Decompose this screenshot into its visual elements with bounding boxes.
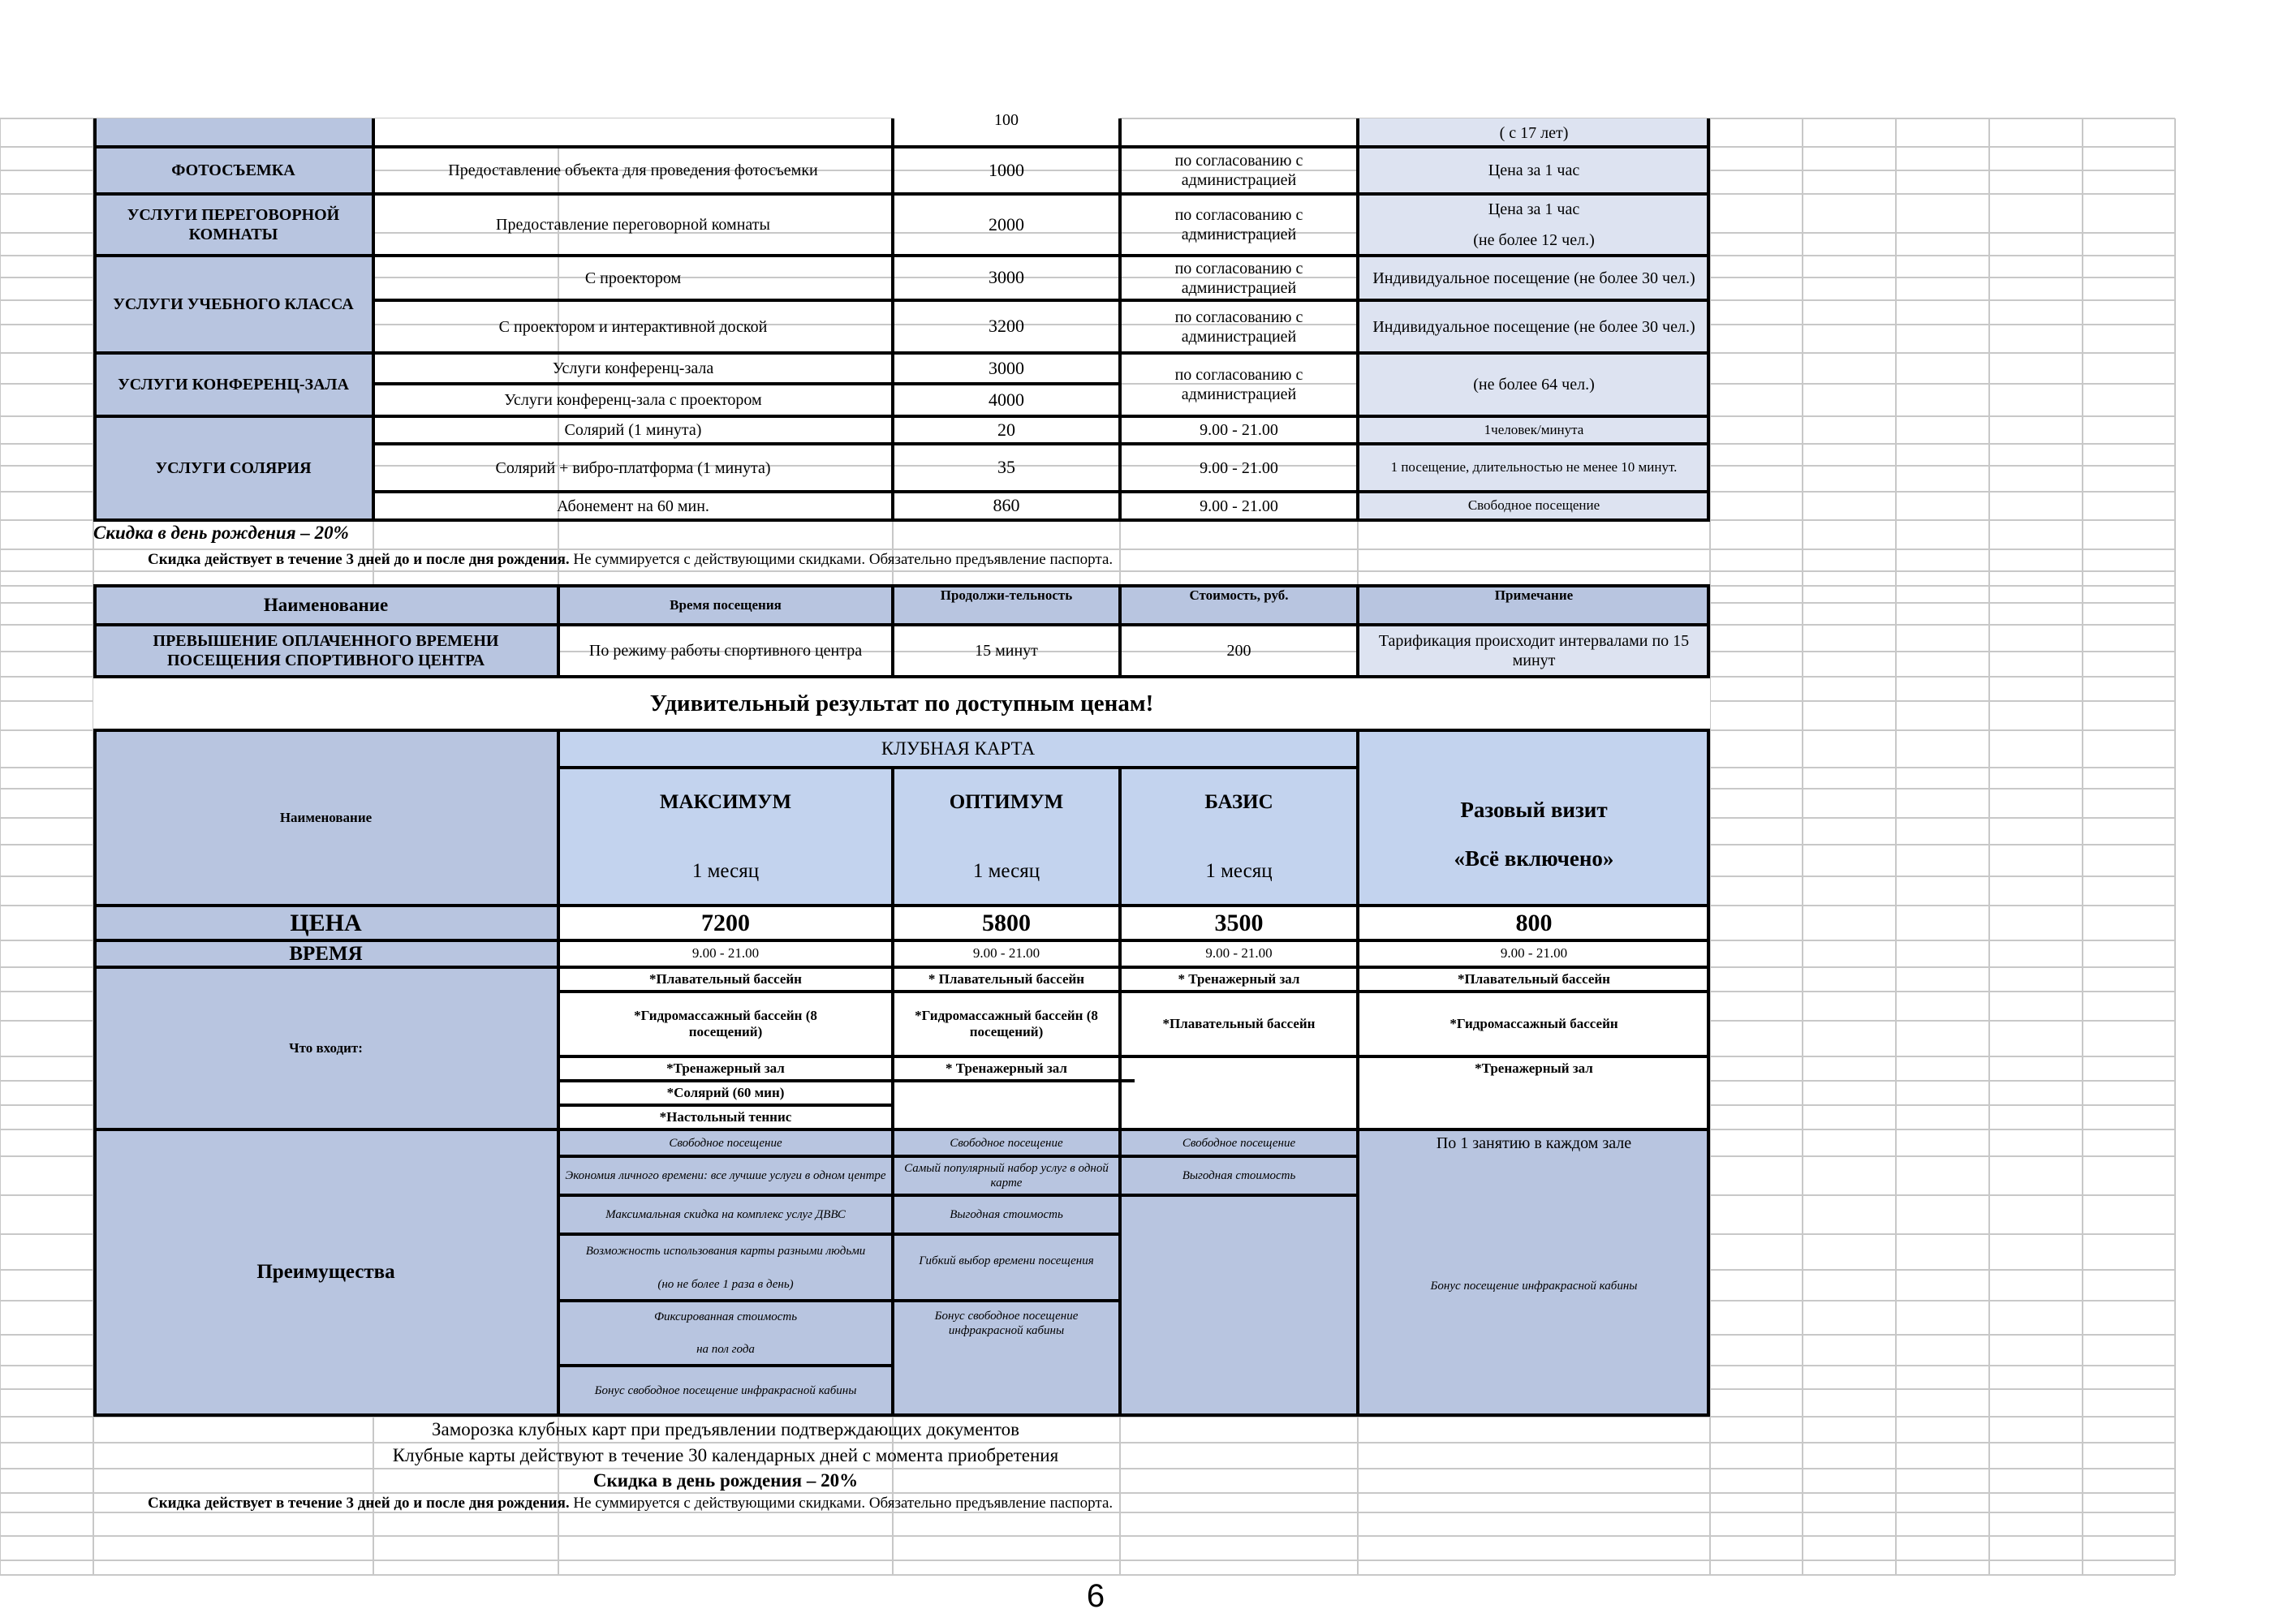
price-label: ЦЕНА	[93, 906, 558, 940]
solarium-row1-note: 1человек/минута	[1358, 416, 1710, 444]
conference-note: (не более 64 чел.)	[1358, 353, 1710, 416]
classroom-row1-desc: С проектором	[584, 269, 682, 287]
plan-basis-price: 3500	[1120, 906, 1358, 940]
classroom-row2-price: 3200	[989, 316, 1024, 337]
adv-opt-4: Гибкий выбор времени посещения	[893, 1234, 1120, 1301]
meeting-note-line2: (не более 12 чел.)	[1473, 231, 1595, 249]
classroom-row1-time: по согласованию с администрацией	[1174, 259, 1303, 297]
birthday-discount-rest-2: Не суммируется с действующими скидками. Обязательно предъявление паспорта.	[569, 1495, 1114, 1512]
include-opt-empty	[893, 1081, 1120, 1129]
plan-single-header	[1358, 730, 1710, 906]
adv-single-1: По 1 занятию в каждом зале	[1358, 1129, 1710, 1156]
adv-single-2: Бонус посещение инфракрасной кабины	[1358, 1156, 1710, 1415]
plan-single-name: Разовый визит	[1460, 797, 1608, 822]
validity-note: Клубные карты действуют в течение 30 календарных дней с момента приобретения	[392, 1445, 1059, 1466]
overtime-header-note: Примечание	[1358, 586, 1710, 625]
plan-opt-time: 9.00 - 21.00	[893, 940, 1120, 967]
photo-service-desc: Предоставление объекта для проведения фотосъемки	[448, 161, 818, 179]
classroom-row2-time: по согласованию с администрацией	[1174, 308, 1303, 346]
adv-max-2: Экономия личного времени: все лучшие услуги в одном центре	[558, 1156, 893, 1195]
adv-opt-3: Выгодная стоимость	[893, 1195, 1120, 1234]
classroom-row1-note: Индивидуальное посещение (не более 30 чел.)	[1358, 256, 1710, 300]
overtime-header-duration: Продолжи-тельность	[893, 586, 1120, 625]
solarium-row2-note: 1 посещение, длительностью не менее 10 минут.	[1358, 444, 1710, 492]
plan-opt-header	[893, 768, 1120, 906]
adv-opt-5: Бонус свободное посещение инфракрасной кабины	[893, 1301, 1120, 1415]
meeting-service-name: УСЛУГИ ПЕРЕГОВОРНОЙ КОМНАТЫ	[93, 194, 373, 256]
include-opt-3: * Тренажерный зал	[893, 1056, 1120, 1081]
photo-service-note: Цена за 1 час	[1358, 147, 1710, 194]
plan-single-price: 800	[1358, 906, 1710, 940]
solarium-row2-desc: Солярий + вибро-платформа (1 минута)	[495, 458, 771, 477]
plan-basis-name: БАЗИС	[1204, 790, 1273, 813]
birthday-discount-bold: Скидка действует в течение 3 дней до и после дня рождения.	[148, 551, 570, 568]
plan-max-name: МАКСИМУМ	[659, 790, 792, 813]
club-card-header: КЛУБНАЯ КАРТА	[558, 730, 1358, 768]
include-basis-2: *Плавательный бассейн	[1120, 992, 1358, 1056]
adv-basis-2: Выгодная стоимость	[1120, 1156, 1358, 1195]
conference-row1-price: 3000	[989, 357, 1024, 378]
conference-row2-price: 4000	[989, 389, 1024, 410]
classroom-row1-price: 3000	[989, 267, 1024, 288]
classroom-service-name: УСЛУГИ УЧЕБНОГО КЛАССА	[93, 256, 373, 353]
conference-row1-desc: Услуги конференц-зала	[552, 359, 714, 377]
adv-max-6: Бонус свободное посещение инфракрасной кабины	[558, 1366, 893, 1415]
top-desc-cell	[373, 118, 893, 147]
include-basis-1: * Тренажерный зал	[1120, 967, 1358, 992]
advantages-label: Преимущества	[93, 1129, 558, 1415]
slogan: Удивительный результат по доступным ценам!	[93, 678, 1710, 729]
time-label: ВРЕМЯ	[93, 940, 558, 967]
plan-basis-header	[1120, 768, 1358, 906]
include-basis-empty	[1120, 1056, 1358, 1129]
photo-service-time: по согласованию с администрацией	[1174, 152, 1303, 189]
solarium-row2-price: 35	[997, 457, 1015, 478]
adv-max-5	[558, 1301, 893, 1366]
birthday-discount-title-2: Скидка в день рождения – 20%	[592, 1470, 859, 1491]
plan-opt-price: 5800	[893, 906, 1120, 940]
include-max-1: *Плавательный бассейн	[558, 967, 893, 992]
meeting-service-time: по согласованию с администрацией	[1174, 206, 1303, 243]
plan-basis-time: 9.00 - 21.00	[1120, 940, 1358, 967]
overtime-header-cost: Стоимость, руб.	[1120, 586, 1358, 625]
classroom-row2-desc: С проектором и интерактивной доской	[498, 317, 768, 336]
plan-basis-period: 1 месяц	[1205, 859, 1273, 882]
adv-max-4	[558, 1234, 893, 1301]
page-number: 6	[1086, 1578, 1105, 1614]
include-max-3: *Тренажерный зал	[558, 1056, 893, 1081]
adv-max-5-line1: Фиксированная стоимость	[653, 1310, 798, 1323]
plan-opt-period: 1 месяц	[972, 859, 1040, 882]
solarium-service-name: УСЛУГИ СОЛЯРИЯ	[93, 416, 373, 520]
include-single-2: *Гидромассажный бассейн	[1358, 992, 1710, 1056]
includes-label: Что входит:	[93, 967, 558, 1129]
freeze-note: Заморозка клубных карт при предъявлении подтверждающих документов	[432, 1419, 1019, 1440]
solarium-row3-note: Свободное посещение	[1358, 492, 1710, 520]
adv-max-1: Свободное посещение	[558, 1129, 893, 1156]
include-single-3: *Тренажерный зал	[1358, 1056, 1710, 1081]
solarium-row2-time: 9.00 - 21.00	[1200, 458, 1278, 477]
plan-max-time: 9.00 - 21.00	[558, 940, 893, 967]
overtime-row-cost: 200	[1226, 642, 1251, 660]
meeting-service-desc: Предоставление переговорной комнаты	[496, 216, 770, 234]
solarium-row1-desc: Солярий (1 минута)	[564, 421, 702, 439]
include-max-4: *Солярий (60 мин)	[558, 1081, 893, 1105]
include-opt-2: *Гидромассажный бассейн (8 посещений)	[893, 992, 1120, 1056]
include-max-2: *Гидромассажный бассейн (8 посещений)	[558, 992, 893, 1056]
meeting-service-note	[1358, 194, 1710, 256]
adv-max-4-line1: Возможность использования карты разными людьми	[585, 1244, 866, 1258]
adv-opt-2: Самый популярный набор услуг в одной карте	[893, 1156, 1120, 1195]
plan-single-time: 9.00 - 21.00	[1358, 940, 1710, 967]
include-single-1: *Плавательный бассейн	[1358, 967, 1710, 992]
include-opt-1: * Плавательный бассейн	[893, 967, 1120, 992]
overtime-header-time: Время посещения	[558, 586, 893, 625]
adv-max-3: Максимальная скидка на комплекс услуг ДВВС	[558, 1195, 893, 1234]
plan-max-price: 7200	[558, 906, 893, 940]
club-name-header: Наименование	[93, 730, 558, 906]
overtime-row-note: Тарификация происходит интервалами по 15 минут	[1358, 625, 1710, 677]
conference-time: по согласованию с администрацией	[1174, 366, 1303, 403]
adv-opt-1: Свободное посещение	[893, 1129, 1120, 1156]
solarium-row1-time: 9.00 - 21.00	[1200, 421, 1278, 439]
solarium-row3-desc: Абонемент на 60 мин.	[557, 497, 709, 515]
birthday-discount-bold-2: Скидка действует в течение 3 дней до и после дня рождения.	[148, 1495, 570, 1512]
top-name-cell	[93, 118, 373, 147]
birthday-discount-text	[148, 551, 1113, 569]
classroom-row2-note: Индивидуальное посещение (не более 30 чел.)	[1358, 300, 1710, 353]
solarium-row3-time: 9.00 - 21.00	[1200, 497, 1278, 515]
overtime-header-name: Наименование	[93, 586, 558, 625]
adv-basis-1: Свободное посещение	[1120, 1129, 1358, 1156]
photo-service-price: 1000	[989, 159, 1024, 180]
adv-max-5-line2: на пол года	[696, 1343, 755, 1356]
plan-opt-name: ОПТИМУМ	[949, 790, 1064, 813]
include-max-5: *Настольный теннис	[558, 1105, 893, 1129]
plan-single-period: «Всё включено»	[1454, 846, 1614, 871]
birthday-discount-rest: Не суммируется с действующими скидками. Обязательно предъявление паспорта.	[569, 551, 1114, 568]
conference-row2-desc: Услуги конференц-зала с проектором	[504, 391, 762, 409]
meeting-note-line1: Цена за 1 час	[1488, 200, 1580, 218]
solarium-row1-price: 20	[997, 419, 1015, 440]
conference-service-name: УСЛУГИ КОНФЕРЕНЦ-ЗАЛА	[93, 353, 373, 416]
photo-service-name: ФОТОСЪЕМКА	[93, 147, 373, 194]
overtime-row-time: По режиму работы спортивного центра	[588, 642, 863, 660]
top-price: 100	[893, 110, 1120, 130]
top-note: ( с 17 лет)	[1358, 118, 1710, 147]
include-single-empty	[1358, 1081, 1710, 1129]
solarium-row3-price: 860	[993, 495, 1020, 516]
overtime-row-duration: 15 минут	[975, 642, 1038, 660]
adv-max-4-line2: (но не более 1 раза в день)	[657, 1277, 794, 1291]
meeting-service-price: 2000	[989, 213, 1024, 234]
birthday-discount-text-2	[148, 1495, 1113, 1512]
adv-basis-empty	[1120, 1195, 1358, 1415]
birthday-discount-title: Скидка в день рождения – 20%	[93, 523, 349, 543]
plan-max-header	[558, 768, 893, 906]
overtime-row-name: ПРЕВЫШЕНИЕ ОПЛАЧЕННОГО ВРЕМЕНИ ПОСЕЩЕНИЯ СПОРТИВНОГО ЦЕНТРА	[93, 625, 558, 677]
plan-max-period: 1 месяц	[691, 859, 760, 882]
